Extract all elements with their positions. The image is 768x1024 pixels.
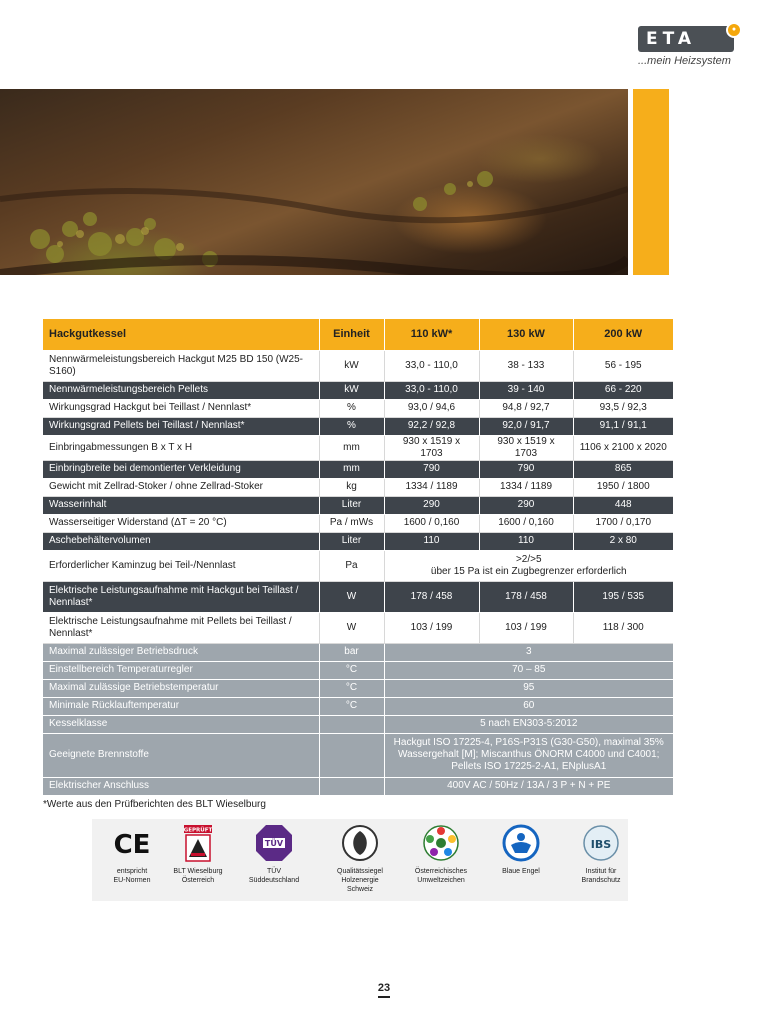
cert-blauer-engel bbox=[481, 819, 561, 901]
page-number: 23 bbox=[377, 982, 391, 994]
table-row-shared bbox=[43, 715, 673, 733]
logo-box bbox=[638, 26, 734, 52]
eta-logo bbox=[638, 26, 742, 67]
page-number-underline bbox=[378, 996, 390, 998]
row-value: 865 bbox=[573, 460, 673, 478]
row-value: 94,8 / 92,7 bbox=[479, 399, 573, 417]
row-value: 930 x 1519 x 1703 bbox=[479, 435, 573, 460]
row-value: 93,5 / 92,3 bbox=[573, 399, 673, 417]
table-row bbox=[43, 350, 673, 381]
ce-mark-icon bbox=[112, 823, 152, 863]
row-label: Aschebehältervolumen bbox=[43, 532, 319, 550]
row-label: Gewicht mit Zellrad-Stoker / ohne Zellrad-Stoker bbox=[43, 478, 319, 496]
row-value: 1106 x 2100 x 2020 bbox=[573, 435, 673, 460]
row-value: 91,1 / 91,1 bbox=[573, 417, 673, 435]
row-value: 290 bbox=[479, 496, 573, 514]
row-value: 66 - 220 bbox=[573, 381, 673, 399]
row-label: Einstellbereich Temperaturregler bbox=[43, 661, 319, 679]
moss-texture-icon bbox=[0, 89, 628, 275]
row-unit: °C bbox=[319, 661, 384, 679]
row-label: Wirkungsgrad Hackgut bei Teillast / Nennlast* bbox=[43, 399, 319, 417]
blauer-engel-icon bbox=[501, 823, 541, 863]
holzenergie-seal-icon bbox=[340, 823, 380, 863]
row-label: Wasserseitiger Widerstand (ΔT = 20 °C) bbox=[43, 514, 319, 532]
table-row-brennstoffe bbox=[43, 733, 673, 777]
cert-tuv bbox=[234, 819, 314, 901]
row-value: 92,2 / 92,8 bbox=[384, 417, 479, 435]
row-label: Wasserinhalt bbox=[43, 496, 319, 514]
row-value: 1334 / 1189 bbox=[479, 478, 573, 496]
row-label: Einbringabmessungen B x T x H bbox=[43, 435, 319, 460]
row-unit: Liter bbox=[319, 496, 384, 514]
table-row-shared bbox=[43, 661, 673, 679]
cert-caption-line: Umweltzeichen bbox=[417, 877, 465, 884]
row-value: 103 / 199 bbox=[479, 612, 573, 643]
cert-ibs bbox=[561, 819, 641, 901]
table-row bbox=[43, 381, 673, 399]
row-value: 178 / 458 bbox=[384, 581, 479, 612]
cert-caption-line: entspricht bbox=[116, 868, 148, 875]
row-label: Elektrische Leistungsaufnahme mit Pellets bei Teillast / Nennlast* bbox=[43, 612, 319, 643]
row-label: Kesselklasse bbox=[43, 715, 319, 733]
row-value-merged: 5 nach EN303-5:2012 bbox=[384, 715, 673, 733]
table-row bbox=[43, 581, 673, 612]
logo-tagline: ...mein Heizsystem bbox=[638, 55, 731, 67]
kaminzug-note: über 15 Pa ist ein Zugbegrenzer erforderlich bbox=[430, 565, 627, 577]
row-value-merged: 3 bbox=[384, 643, 673, 661]
table-row bbox=[43, 460, 673, 478]
row-value-merged bbox=[384, 550, 673, 581]
row-value-merged: 70 – 85 bbox=[384, 661, 673, 679]
cert-caption-line: Holzenergie bbox=[341, 877, 379, 884]
row-value-merged: 95 bbox=[384, 679, 673, 697]
row-value: 110 bbox=[384, 532, 479, 550]
row-label: Nennwärmeleistungsbereich Pellets bbox=[43, 381, 319, 399]
table-row bbox=[43, 478, 673, 496]
row-value: 1950 / 1800 bbox=[573, 478, 673, 496]
row-unit: mm bbox=[319, 435, 384, 460]
row-value-merged: 60 bbox=[384, 697, 673, 715]
row-label: Elektrische Leistungsaufnahme mit Hackgut bei Teillast / Nennlast* bbox=[43, 581, 319, 612]
row-value: 33,0 - 110,0 bbox=[384, 381, 479, 399]
row-unit: Liter bbox=[319, 532, 384, 550]
row-value: 790 bbox=[384, 460, 479, 478]
logo-text: ETA bbox=[646, 29, 697, 49]
header-cell: Hackgutkessel bbox=[43, 319, 319, 350]
header-cell: 200 kW bbox=[573, 319, 673, 350]
cert-caption bbox=[401, 867, 481, 885]
brennstoffe-line: Pellets ISO 17225-2-A1, ENplusA1 bbox=[451, 761, 607, 772]
row-unit: % bbox=[319, 417, 384, 435]
row-label: Geeignete Brennstoffe bbox=[43, 733, 319, 777]
row-unit: Pa / mWs bbox=[319, 514, 384, 532]
row-label: Minimale Rücklauftemperatur bbox=[43, 697, 319, 715]
blt-mark-text: GEPRÜFT bbox=[183, 827, 213, 834]
header-cell: Einheit bbox=[319, 319, 384, 350]
row-value: 178 / 458 bbox=[479, 581, 573, 612]
cert-blt bbox=[158, 819, 238, 901]
footnote: *Werte aus den Prüfberichten des BLT Wieselburg bbox=[43, 799, 266, 810]
row-value: 92,0 / 91,7 bbox=[479, 417, 573, 435]
row-value: 1600 / 0,160 bbox=[384, 514, 479, 532]
cert-caption bbox=[234, 867, 314, 885]
cert-caption bbox=[320, 867, 400, 894]
row-value: 1600 / 0,160 bbox=[479, 514, 573, 532]
row-value: 1700 / 0,170 bbox=[573, 514, 673, 532]
row-unit bbox=[319, 733, 384, 777]
row-unit: °C bbox=[319, 679, 384, 697]
row-unit bbox=[319, 777, 384, 795]
row-label: Maximal zulässiger Betriebsdruck bbox=[43, 643, 319, 661]
row-label: Elektrischer Anschluss bbox=[43, 777, 319, 795]
cert-caption-line: Blaue Engel bbox=[502, 868, 540, 875]
cert-caption-line: Österreich bbox=[181, 877, 215, 884]
table-row bbox=[43, 417, 673, 435]
kaminzug-value: >2/>5 bbox=[515, 553, 542, 565]
row-value: 1334 / 1189 bbox=[384, 478, 479, 496]
cert-caption-line: Qualitätssiegel bbox=[337, 868, 383, 875]
row-unit: °C bbox=[319, 697, 384, 715]
table-row bbox=[43, 496, 673, 514]
row-value: 290 bbox=[384, 496, 479, 514]
row-value: 110 bbox=[479, 532, 573, 550]
certification-logos bbox=[92, 819, 628, 901]
table-row-kaminzug bbox=[43, 550, 673, 581]
row-value: 33,0 - 110,0 bbox=[384, 350, 479, 381]
row-unit: kg bbox=[319, 478, 384, 496]
row-unit bbox=[319, 715, 384, 733]
table-header-row bbox=[43, 319, 673, 350]
cert-caption-line: Institut für bbox=[585, 868, 617, 875]
row-value-merged: 400V AC / 50Hz / 13A / 3 P + N + PE bbox=[384, 777, 673, 795]
row-value: 39 - 140 bbox=[479, 381, 573, 399]
table-row bbox=[43, 532, 673, 550]
row-unit: mm bbox=[319, 460, 384, 478]
cert-caption-line: BLT Wieselburg bbox=[173, 868, 223, 875]
row-value: 2 x 80 bbox=[573, 532, 673, 550]
row-unit: bar bbox=[319, 643, 384, 661]
row-value: 118 / 300 bbox=[573, 612, 673, 643]
brennstoffe-line: Wassergehalt [M]; Miscanthus ÖNORM C4000 und C4001; bbox=[398, 749, 660, 760]
row-unit: W bbox=[319, 581, 384, 612]
tuv-icon bbox=[254, 823, 294, 863]
row-value: 790 bbox=[479, 460, 573, 478]
table-row bbox=[43, 514, 673, 532]
logo-badge-icon: ● bbox=[726, 22, 742, 38]
row-label: Wirkungsgrad Pellets bei Teillast / Nennlast* bbox=[43, 417, 319, 435]
spec-table bbox=[43, 319, 673, 796]
cert-caption-line: Österreichisches bbox=[414, 868, 468, 875]
row-label: Erforderlicher Kaminzug bei Teil-/Nennlast bbox=[43, 550, 319, 581]
ibs-icon bbox=[581, 823, 621, 863]
row-value: 93,0 / 94,6 bbox=[384, 399, 479, 417]
cert-caption-line: Süddeutschland bbox=[248, 877, 300, 884]
cert-caption-line: Brandschutz bbox=[581, 877, 621, 884]
row-unit: kW bbox=[319, 350, 384, 381]
row-unit: W bbox=[319, 612, 384, 643]
cert-umweltzeichen bbox=[401, 819, 481, 901]
cert-caption bbox=[158, 867, 238, 885]
row-value-merged bbox=[384, 733, 673, 777]
cert-caption-line: TÜV bbox=[267, 868, 281, 875]
cert-caption-line: EU-Normen bbox=[113, 877, 151, 884]
accent-bar bbox=[633, 89, 669, 275]
cert-caption bbox=[481, 867, 561, 876]
ibs-mark-text: IBS bbox=[590, 838, 612, 851]
table-row-shared bbox=[43, 697, 673, 715]
tuv-mark-text: TÜV bbox=[264, 839, 284, 848]
row-value: 103 / 199 bbox=[384, 612, 479, 643]
table-row bbox=[43, 612, 673, 643]
row-value: 448 bbox=[573, 496, 673, 514]
row-value: 195 / 535 bbox=[573, 581, 673, 612]
table-row-anschluss bbox=[43, 777, 673, 795]
cert-caption-line: Schweiz bbox=[346, 886, 374, 893]
row-unit: % bbox=[319, 399, 384, 417]
brennstoffe-line: Hackgut ISO 17225-4, P16S-P31S (G30-G50), maximal 35% bbox=[393, 737, 664, 748]
header-cell: 110 kW* bbox=[384, 319, 479, 350]
header-cell: 130 kW bbox=[479, 319, 573, 350]
table-row-shared bbox=[43, 679, 673, 697]
row-value: 38 - 133 bbox=[479, 350, 573, 381]
table-row bbox=[43, 399, 673, 417]
table-row bbox=[43, 435, 673, 460]
row-label: Einbringbreite bei demontierter Verkleidung bbox=[43, 460, 319, 478]
hero-image-moss-wood bbox=[0, 89, 628, 275]
row-label: Nennwärmeleistungsbereich Hackgut M25 BD 150 (W25-S160) bbox=[43, 350, 319, 381]
blt-wieselburg-icon bbox=[178, 823, 218, 863]
row-label: Maximal zulässige Betriebstemperatur bbox=[43, 679, 319, 697]
row-value: 56 - 195 bbox=[573, 350, 673, 381]
cert-caption bbox=[561, 867, 641, 885]
row-value: 930 x 1519 x 1703 bbox=[384, 435, 479, 460]
cert-holzenergie bbox=[320, 819, 400, 901]
row-unit: kW bbox=[319, 381, 384, 399]
ce-mark-text: CE bbox=[113, 830, 151, 860]
table-row-shared bbox=[43, 643, 673, 661]
umweltzeichen-icon bbox=[421, 823, 461, 863]
row-unit: Pa bbox=[319, 550, 384, 581]
